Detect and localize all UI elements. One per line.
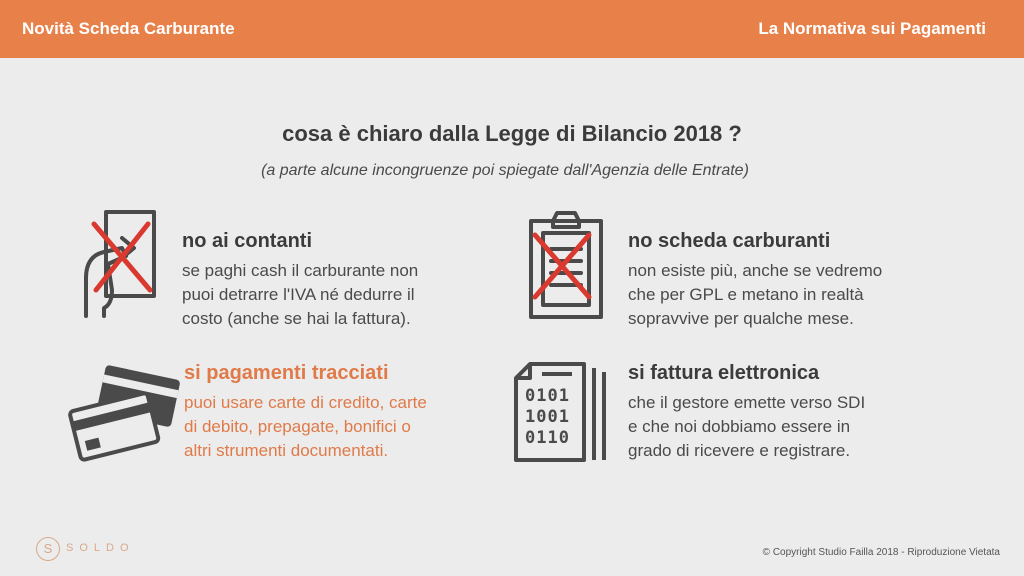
soldo-logo	[36, 537, 60, 561]
page-subtitle: (a parte alcune incongruenze poi spiegate dall'Agenzia delle Entrate)	[261, 162, 749, 179]
header-left-title: Novità Scheda Carburante	[22, 19, 235, 38]
item-no-scheda	[628, 230, 958, 331]
item-text	[628, 259, 958, 331]
item-heading: no ai contanti	[182, 230, 312, 252]
credit-cards-icon	[66, 362, 180, 462]
item-line: costo (anche se hai la fattura).	[182, 309, 411, 328]
item-line: e che noi dobbiamo essere in	[628, 417, 851, 436]
item-line: non esiste più, anche se vedremo	[628, 261, 883, 280]
no-cash-icon	[82, 208, 160, 320]
item-heading: no scheda carburanti	[628, 230, 831, 252]
copyright-text: © Copyright Studio Failla 2018 - Riproduzione Vietata	[762, 547, 1000, 558]
item-line: grado di ricevere e registrare.	[628, 441, 851, 460]
item-pagamenti-tracciati	[184, 362, 504, 463]
item-heading: si pagamenti tracciati	[184, 362, 389, 384]
item-line: puoi detrarre l'IVA né dedurre il	[182, 285, 415, 304]
binary-row: 1001	[525, 407, 570, 427]
header-bar	[0, 0, 1024, 58]
item-text	[628, 391, 948, 463]
item-text	[182, 259, 502, 331]
page-title: cosa è chiaro dalla Legge di Bilancio 2018 ?	[282, 121, 742, 146]
no-clipboard-icon	[527, 209, 605, 321]
item-fattura-elettronica	[628, 362, 948, 463]
item-line: se paghi cash il carburante non	[182, 261, 419, 280]
binary-row: 0110	[525, 428, 570, 448]
item-line: altri strumenti documentati.	[184, 441, 389, 460]
logo-letter: S	[43, 541, 53, 556]
item-line: puoi usare carte di credito, carte	[184, 393, 427, 412]
binary-document-icon	[512, 360, 608, 464]
item-no-contanti	[182, 230, 502, 331]
item-text	[184, 391, 504, 463]
header-right-title: La Normativa sui Pagamenti	[758, 19, 986, 38]
item-heading: si fattura elettronica	[628, 362, 820, 384]
item-line: sopravvive per qualche mese.	[628, 309, 854, 328]
item-line: che per GPL e metano in realtà	[628, 285, 864, 304]
binary-row: 0101	[525, 386, 570, 406]
item-line: di debito, prepagate, bonifici o	[184, 417, 411, 436]
item-line: che il gestore emette verso SDI	[628, 393, 866, 412]
logo-text: SOLDO	[66, 542, 135, 554]
